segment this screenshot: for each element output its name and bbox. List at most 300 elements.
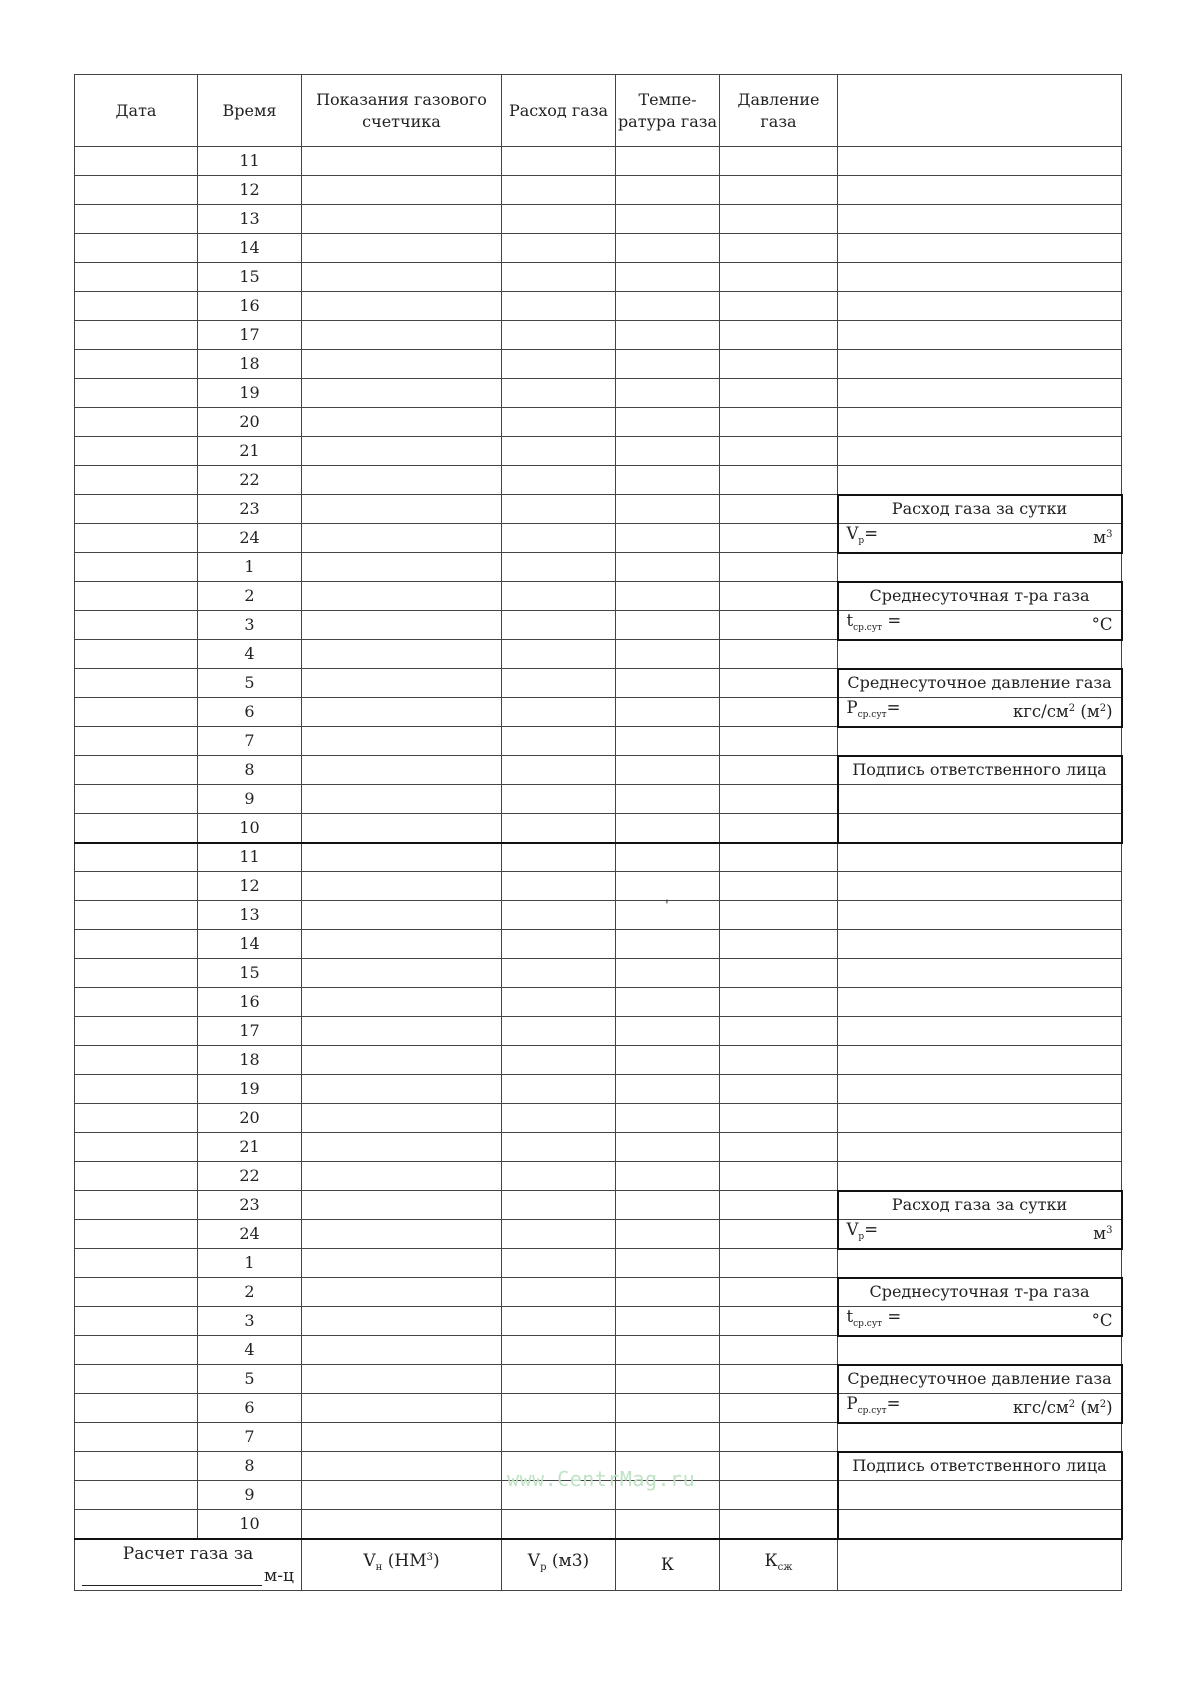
gas-flow-cell[interactable]	[502, 176, 616, 205]
time-cell: 5	[198, 1365, 302, 1394]
calc-label: Расчет газа за	[122, 1543, 254, 1564]
meter-reading-cell[interactable]	[302, 698, 502, 727]
meter-reading-cell[interactable]	[302, 1307, 502, 1336]
date-cell[interactable]	[75, 1133, 198, 1162]
gas-pressure-cell[interactable]	[720, 756, 838, 785]
meter-reading-cell[interactable]	[302, 437, 502, 466]
signature-field[interactable]	[838, 1481, 1122, 1510]
gas-pressure-cell[interactable]	[720, 553, 838, 582]
gas-temperature-cell[interactable]	[616, 234, 720, 263]
meter-reading-cell[interactable]	[302, 466, 502, 495]
pres-unit: кгс/см	[1012, 1397, 1069, 1417]
meter-reading-cell[interactable]	[302, 1278, 502, 1307]
date-cell[interactable]	[75, 1249, 198, 1278]
gas-pressure-cell[interactable]	[720, 1278, 838, 1307]
date-cell[interactable]	[75, 1394, 198, 1423]
side-blank	[838, 1046, 1122, 1075]
meter-reading-cell[interactable]	[302, 843, 502, 872]
meter-reading-cell[interactable]	[302, 756, 502, 785]
gas-temperature-cell[interactable]	[616, 524, 720, 553]
date-cell[interactable]	[75, 930, 198, 959]
gas-temperature-cell[interactable]	[616, 466, 720, 495]
date-cell[interactable]	[75, 495, 198, 524]
hour-row	[75, 408, 1122, 437]
date-cell[interactable]	[75, 582, 198, 611]
side-blank	[838, 988, 1122, 1017]
gas-pressure-cell[interactable]	[720, 234, 838, 263]
meter-reading-cell[interactable]	[302, 1133, 502, 1162]
gas-flow-cell[interactable]	[502, 1423, 616, 1452]
meter-reading-cell[interactable]	[302, 1423, 502, 1452]
gas-temperature-cell[interactable]	[616, 553, 720, 582]
date-cell[interactable]	[75, 669, 198, 698]
temp-symbol-group	[847, 1308, 902, 1333]
meter-reading-cell[interactable]	[302, 582, 502, 611]
gas-pressure-cell[interactable]	[720, 1191, 838, 1220]
date-cell[interactable]	[75, 408, 198, 437]
vn-unit: (НМ	[387, 1551, 427, 1572]
meter-reading-cell[interactable]	[302, 872, 502, 901]
gas-pressure-cell[interactable]	[720, 408, 838, 437]
gas-flow-cell[interactable]	[502, 872, 616, 901]
date-cell[interactable]	[75, 901, 198, 930]
date-cell[interactable]	[75, 959, 198, 988]
date-cell[interactable]	[75, 292, 198, 321]
gas-pressure-cell[interactable]	[720, 727, 838, 756]
gas-flow-cell[interactable]	[502, 988, 616, 1017]
side-blank	[838, 1249, 1122, 1278]
gas-pressure-cell[interactable]	[720, 292, 838, 321]
gas-pressure-cell[interactable]	[720, 669, 838, 698]
gas-flow-cell[interactable]	[502, 408, 616, 437]
meter-reading-cell[interactable]	[302, 147, 502, 176]
gas-flow-cell[interactable]	[502, 466, 616, 495]
gas-temperature-cell[interactable]	[616, 1017, 720, 1046]
gas-temperature-cell[interactable]	[616, 669, 720, 698]
meter-reading-cell[interactable]	[302, 408, 502, 437]
gas-temperature-cell[interactable]	[616, 1162, 720, 1191]
gas-temperature-cell[interactable]	[616, 1278, 720, 1307]
gas-pressure-cell[interactable]	[720, 1510, 838, 1539]
gas-temperature-cell[interactable]	[616, 1394, 720, 1423]
meter-reading-cell[interactable]	[302, 350, 502, 379]
gas-temperature-cell[interactable]	[616, 321, 720, 350]
gas-temperature-cell[interactable]	[616, 292, 720, 321]
date-cell[interactable]	[75, 1220, 198, 1249]
date-cell[interactable]	[75, 814, 198, 843]
avg-pressure-value[interactable]	[838, 1394, 1122, 1423]
vn-symbol: V	[363, 1551, 376, 1572]
gas-flow-cell[interactable]	[502, 1017, 616, 1046]
meter-reading-cell[interactable]	[302, 640, 502, 669]
meter-reading-cell[interactable]	[302, 1249, 502, 1278]
signature-field[interactable]	[838, 785, 1122, 814]
date-cell[interactable]	[75, 524, 198, 553]
pres-unit-close: )	[1106, 1397, 1113, 1417]
gas-flow-cell[interactable]	[502, 1046, 616, 1075]
date-cell[interactable]	[75, 1017, 198, 1046]
signature-title	[838, 756, 1122, 785]
gas-pressure-cell[interactable]	[720, 1307, 838, 1336]
gas-flow-cell[interactable]	[502, 901, 616, 930]
gas-flow-cell[interactable]	[502, 437, 616, 466]
gas-temperature-cell[interactable]	[616, 147, 720, 176]
gas-pressure-cell[interactable]	[720, 321, 838, 350]
meter-reading-cell[interactable]	[302, 1394, 502, 1423]
gas-pressure-cell[interactable]	[720, 1162, 838, 1191]
meter-reading-cell[interactable]	[302, 901, 502, 930]
date-cell[interactable]	[75, 1278, 198, 1307]
gas-temperature-cell[interactable]	[616, 1191, 720, 1220]
gas-pressure-cell[interactable]	[720, 1104, 838, 1133]
hour-row	[75, 1046, 1122, 1075]
gas-pressure-cell[interactable]	[720, 988, 838, 1017]
gas-flow-cell[interactable]	[502, 1278, 616, 1307]
gas-pressure-cell[interactable]	[720, 1133, 838, 1162]
gas-temperature-cell[interactable]	[616, 611, 720, 640]
gas-flow-cell[interactable]	[502, 524, 616, 553]
calc-period-blank[interactable]	[82, 1571, 262, 1586]
time-cell: 10	[198, 814, 302, 843]
date-cell[interactable]	[75, 379, 198, 408]
gas-flow-cell[interactable]	[502, 582, 616, 611]
hour-row	[75, 756, 1122, 785]
daily-flow-value[interactable]	[838, 1220, 1122, 1249]
hour-row	[75, 350, 1122, 379]
gas-temperature-cell[interactable]	[616, 814, 720, 843]
gas-temperature-cell[interactable]	[616, 1307, 720, 1336]
gas-pressure-cell[interactable]	[720, 1249, 838, 1278]
gas-flow-cell[interactable]	[502, 1365, 616, 1394]
gas-temperature-cell[interactable]	[616, 1220, 720, 1249]
gas-flow-cell[interactable]	[502, 205, 616, 234]
gas-temperature-cell[interactable]	[616, 350, 720, 379]
gas-pressure-cell[interactable]	[720, 930, 838, 959]
ksj-cell	[720, 1539, 838, 1591]
meter-reading-cell[interactable]	[302, 1191, 502, 1220]
date-cell[interactable]	[75, 872, 198, 901]
gas-pressure-cell[interactable]	[720, 582, 838, 611]
date-cell[interactable]	[75, 1162, 198, 1191]
date-cell[interactable]	[75, 756, 198, 785]
gas-pressure-cell[interactable]	[720, 640, 838, 669]
gas-pressure-cell[interactable]	[720, 1220, 838, 1249]
vn-unit-sup: 3	[426, 1552, 433, 1564]
gas-temperature-cell[interactable]	[616, 263, 720, 292]
gas-pressure-cell[interactable]	[720, 1365, 838, 1394]
gas-flow-cell[interactable]	[502, 611, 616, 640]
gas-pressure-cell[interactable]	[720, 350, 838, 379]
meter-reading-cell[interactable]	[302, 785, 502, 814]
gas-flow-cell[interactable]	[502, 1394, 616, 1423]
gas-pressure-cell[interactable]	[720, 1046, 838, 1075]
date-cell[interactable]	[75, 263, 198, 292]
gas-pressure-cell[interactable]	[720, 814, 838, 843]
gas-flow-cell[interactable]	[502, 1104, 616, 1133]
date-cell[interactable]	[75, 350, 198, 379]
gas-pressure-cell[interactable]	[720, 495, 838, 524]
date-cell[interactable]	[75, 147, 198, 176]
meter-reading-cell[interactable]	[302, 1104, 502, 1133]
pres-unit-sup: 2	[1068, 702, 1076, 714]
gas-flow-cell[interactable]	[502, 321, 616, 350]
daily-flow-value[interactable]	[838, 524, 1122, 553]
meter-reading-cell[interactable]	[302, 1046, 502, 1075]
gas-flow-cell[interactable]	[502, 263, 616, 292]
gas-flow-cell[interactable]	[502, 350, 616, 379]
avg-temp-value[interactable]	[838, 611, 1122, 640]
gas-pressure-cell[interactable]	[720, 959, 838, 988]
date-cell[interactable]	[75, 843, 198, 872]
pres-unit-alt-sup: 2	[1099, 702, 1107, 714]
meter-reading-cell[interactable]	[302, 263, 502, 292]
gas-temperature-cell[interactable]	[616, 1336, 720, 1365]
gas-pressure-cell[interactable]	[720, 263, 838, 292]
meter-reading-cell[interactable]	[302, 930, 502, 959]
date-cell[interactable]	[75, 988, 198, 1017]
gas-flow-cell[interactable]	[502, 1162, 616, 1191]
gas-flow-cell[interactable]	[502, 698, 616, 727]
gas-flow-cell[interactable]	[502, 234, 616, 263]
gas-pressure-cell[interactable]	[720, 843, 838, 872]
gas-temperature-cell[interactable]	[616, 785, 720, 814]
date-cell[interactable]	[75, 727, 198, 756]
meter-reading-cell[interactable]	[302, 321, 502, 350]
date-cell[interactable]	[75, 1365, 198, 1394]
meter-reading-cell[interactable]	[302, 205, 502, 234]
gas-flow-cell[interactable]	[502, 1249, 616, 1278]
k-cell	[616, 1539, 720, 1591]
avg-pressure-value[interactable]	[838, 698, 1122, 727]
avg-temp-value[interactable]	[838, 1307, 1122, 1336]
hour-row	[75, 1249, 1122, 1278]
meter-reading-cell[interactable]	[302, 814, 502, 843]
gas-temperature-cell[interactable]	[616, 1104, 720, 1133]
meter-reading-cell[interactable]	[302, 727, 502, 756]
date-cell[interactable]	[75, 1075, 198, 1104]
date-cell[interactable]	[75, 640, 198, 669]
date-cell[interactable]	[75, 1481, 198, 1510]
daily-flow-title-text: Расход газа за сутки	[891, 499, 1068, 519]
meter-reading-cell[interactable]	[302, 1481, 502, 1510]
meter-reading-cell[interactable]	[302, 1075, 502, 1104]
gas-temperature-cell[interactable]	[616, 640, 720, 669]
vr-sub: р	[540, 1562, 547, 1574]
gas-pressure-cell[interactable]	[720, 698, 838, 727]
gas-temperature-cell[interactable]	[616, 408, 720, 437]
pres-symbol-group	[847, 1395, 901, 1420]
pres-unit-alt: (м	[1080, 701, 1100, 721]
flow-eq: =	[864, 1220, 879, 1240]
meter-reading-cell[interactable]	[302, 524, 502, 553]
meter-reading-cell[interactable]	[302, 959, 502, 988]
date-cell[interactable]	[75, 1104, 198, 1133]
signature-field[interactable]	[838, 814, 1122, 843]
gas-pressure-cell[interactable]	[720, 1452, 838, 1481]
meter-reading-cell[interactable]	[302, 176, 502, 205]
side-blank	[838, 1075, 1122, 1104]
hour-row	[75, 1307, 1122, 1336]
meter-reading-cell[interactable]	[302, 495, 502, 524]
date-cell[interactable]	[75, 553, 198, 582]
gas-pressure-cell[interactable]	[720, 205, 838, 234]
gas-flow-cell[interactable]	[502, 1191, 616, 1220]
hour-row	[75, 176, 1122, 205]
gas-flow-cell[interactable]	[502, 959, 616, 988]
meter-reading-cell[interactable]	[302, 1017, 502, 1046]
calc-period-cell	[75, 1539, 302, 1591]
gas-temperature-cell[interactable]	[616, 1423, 720, 1452]
gas-flow-cell[interactable]	[502, 727, 616, 756]
time-cell: 24	[198, 524, 302, 553]
gas-flow-cell[interactable]	[502, 930, 616, 959]
vr-cell	[502, 1539, 616, 1591]
date-cell[interactable]	[75, 321, 198, 350]
side-blank	[838, 205, 1122, 234]
gas-pressure-cell[interactable]	[720, 437, 838, 466]
gas-flow-cell[interactable]	[502, 843, 616, 872]
side-blank	[838, 1423, 1122, 1452]
hour-row	[75, 524, 1122, 553]
meter-reading-cell[interactable]	[302, 292, 502, 321]
meter-reading-cell[interactable]	[302, 1162, 502, 1191]
pres-sub: ср.сут	[857, 1406, 887, 1417]
gas-flow-cell[interactable]	[502, 785, 616, 814]
avg-pressure-title-text: Среднесуточное давление газа	[847, 1369, 1112, 1389]
date-cell[interactable]	[75, 1307, 198, 1336]
gas-temperature-cell[interactable]	[616, 959, 720, 988]
meter-reading-cell[interactable]	[302, 553, 502, 582]
gas-pressure-cell[interactable]	[720, 1481, 838, 1510]
gas-pressure-cell[interactable]	[720, 1423, 838, 1452]
gas-pressure-cell[interactable]	[720, 524, 838, 553]
gas-temperature-cell[interactable]	[616, 1365, 720, 1394]
hour-row	[75, 466, 1122, 495]
meter-reading-cell[interactable]	[302, 669, 502, 698]
avg-pressure-title	[838, 1365, 1122, 1394]
gas-temperature-cell[interactable]	[616, 379, 720, 408]
meter-reading-cell[interactable]	[302, 379, 502, 408]
gas-temperature-cell[interactable]	[616, 930, 720, 959]
date-cell[interactable]	[75, 698, 198, 727]
gas-temperature-cell[interactable]	[616, 727, 720, 756]
gas-pressure-cell[interactable]	[720, 611, 838, 640]
hour-row	[75, 437, 1122, 466]
gas-pressure-cell[interactable]	[720, 1017, 838, 1046]
gas-pressure-cell[interactable]	[720, 785, 838, 814]
gas-flow-cell[interactable]	[502, 379, 616, 408]
k-label: К	[660, 1554, 675, 1575]
date-cell[interactable]	[75, 205, 198, 234]
date-cell[interactable]	[75, 1191, 198, 1220]
gas-flow-cell[interactable]	[502, 1307, 616, 1336]
hour-row	[75, 669, 1122, 698]
date-cell[interactable]	[75, 1452, 198, 1481]
date-cell[interactable]	[75, 466, 198, 495]
avg-pressure-title	[838, 669, 1122, 698]
gas-pressure-cell[interactable]	[720, 379, 838, 408]
gas-temperature-cell[interactable]	[616, 1075, 720, 1104]
gas-flow-cell[interactable]	[502, 1133, 616, 1162]
header-row	[75, 75, 1122, 147]
date-cell[interactable]	[75, 1046, 198, 1075]
gas-temperature-cell[interactable]	[616, 872, 720, 901]
date-cell[interactable]	[75, 437, 198, 466]
gas-temperature-cell[interactable]	[616, 1046, 720, 1075]
side-blank	[838, 872, 1122, 901]
gas-pressure-cell[interactable]	[720, 147, 838, 176]
gas-temperature-cell[interactable]	[616, 698, 720, 727]
date-cell[interactable]	[75, 1423, 198, 1452]
gas-temperature-cell[interactable]	[616, 756, 720, 785]
side-blank	[838, 843, 1122, 872]
date-cell[interactable]	[75, 785, 198, 814]
gas-temperature-cell[interactable]	[616, 1510, 720, 1539]
gas-pressure-cell[interactable]	[720, 1336, 838, 1365]
date-cell[interactable]	[75, 234, 198, 263]
gas-temperature-cell[interactable]	[616, 495, 720, 524]
gas-flow-cell[interactable]	[502, 640, 616, 669]
meter-reading-cell[interactable]	[302, 1365, 502, 1394]
time-cell: 19	[198, 379, 302, 408]
gas-flow-cell[interactable]	[502, 147, 616, 176]
gas-pressure-cell[interactable]	[720, 901, 838, 930]
gas-flow-cell[interactable]	[502, 1220, 616, 1249]
gas-pressure-cell[interactable]	[720, 1075, 838, 1104]
gas-temperature-cell[interactable]	[616, 205, 720, 234]
gas-flow-cell[interactable]	[502, 814, 616, 843]
gas-flow-cell[interactable]	[502, 1075, 616, 1104]
gas-flow-cell[interactable]	[502, 669, 616, 698]
gas-temperature-cell[interactable]	[616, 1133, 720, 1162]
meter-reading-cell[interactable]	[302, 1220, 502, 1249]
gas-temperature-cell[interactable]	[616, 1249, 720, 1278]
hour-row	[75, 1336, 1122, 1365]
meter-reading-cell[interactable]	[302, 1510, 502, 1539]
gas-temperature-cell[interactable]	[616, 437, 720, 466]
gas-temperature-cell[interactable]	[616, 843, 720, 872]
gas-temperature-cell[interactable]	[616, 176, 720, 205]
gas-pressure-cell[interactable]	[720, 466, 838, 495]
flow-symbol-group	[847, 525, 879, 550]
hour-row	[75, 205, 1122, 234]
meter-reading-cell[interactable]	[302, 988, 502, 1017]
side-blank	[838, 350, 1122, 379]
meter-reading-cell[interactable]	[302, 1336, 502, 1365]
gas-pressure-cell[interactable]	[720, 872, 838, 901]
signature-field[interactable]	[838, 1510, 1122, 1539]
gas-flow-cell[interactable]	[502, 1510, 616, 1539]
gas-flow-cell[interactable]	[502, 495, 616, 524]
meter-reading-cell[interactable]	[302, 1452, 502, 1481]
date-cell[interactable]	[75, 611, 198, 640]
meter-reading-cell[interactable]	[302, 611, 502, 640]
date-cell[interactable]	[75, 1510, 198, 1539]
calc-suffix: м-ц	[264, 1565, 294, 1586]
date-cell[interactable]	[75, 1336, 198, 1365]
hour-row	[75, 843, 1122, 872]
gas-temperature-cell[interactable]	[616, 582, 720, 611]
gas-flow-cell[interactable]	[502, 553, 616, 582]
meter-reading-cell[interactable]	[302, 234, 502, 263]
gas-flow-cell[interactable]	[502, 292, 616, 321]
date-cell[interactable]	[75, 176, 198, 205]
gas-flow-cell[interactable]	[502, 756, 616, 785]
gas-pressure-cell[interactable]	[720, 176, 838, 205]
gas-pressure-cell[interactable]	[720, 1394, 838, 1423]
gas-flow-cell[interactable]	[502, 1336, 616, 1365]
gas-temperature-cell[interactable]	[616, 988, 720, 1017]
